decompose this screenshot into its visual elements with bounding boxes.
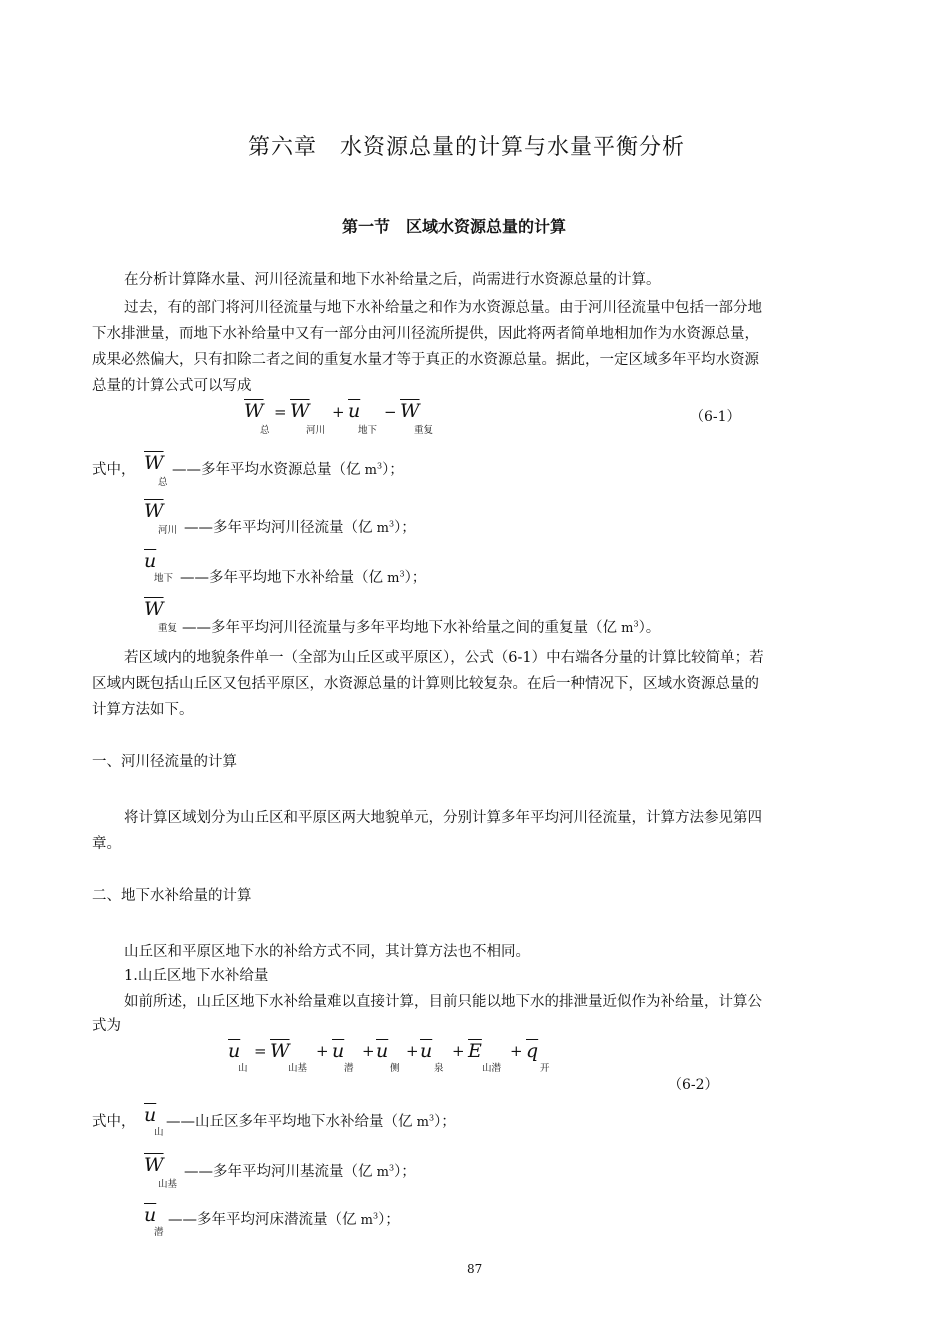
eq1-w-river: $\overline{W}$ [290, 400, 310, 422]
equation-6-1-number: （6-1） [690, 409, 741, 425]
defs2-sym-2: $\overline{W}$ 山基 [144, 1154, 178, 1190]
paragraph-4-line-2: 章。 [92, 836, 121, 852]
section-title: 第一节 区域水资源总量的计算 [342, 217, 567, 236]
equation-6-2-number: （6-2） [668, 1077, 719, 1093]
paragraph-7-line-2: 式为 [92, 1018, 121, 1034]
eq1-sub-dixia: 地下 [358, 425, 378, 436]
eq2-u-qian: $\overline{u}$ [332, 1040, 345, 1062]
eq1-w-overlap: $\overline{W}$ [400, 400, 420, 422]
paragraph-3-line-3: 计算方法如下。 [92, 702, 194, 718]
paragraph-4-line-1: 将计算区域划分为山丘区和平原区两大地貌单元，分别计算多年平均河川径流量，计算方法参见第四 [124, 810, 762, 826]
defs1-sym-3: $\overline{u}$ 地下 [144, 550, 174, 584]
defs1-desc-3: ——多年平均地下水补给量（亿 $m^3$）； [180, 569, 427, 586]
eq2-u-quan: $\overline{u}$ [420, 1040, 433, 1062]
eq1-equals: = [274, 403, 287, 421]
defs1-desc-4: ——多年平均河川径流量与多年平均地下水补给量之间的重复量（亿 $m^3$）。 [182, 619, 661, 636]
eq1-sub-chongfu: 重复 [414, 425, 434, 436]
paragraph-2-line-2: 下水排泄量，而地下水补给量中又有一部分由河川径流所提供，因此将两者简单地相加作为水资源总量， [92, 326, 759, 342]
defs1-intro: 式中， [92, 462, 136, 478]
defs2-desc-2: ——多年平均河川基流量（亿 $m^3$）； [184, 1163, 416, 1180]
defs2-sym-1: $\overline{u}$ 山 [144, 1104, 164, 1138]
defs2-desc-3: ——多年平均河床潜流量（亿 $m^3$）； [168, 1211, 400, 1228]
heading-groundwater-recharge: 二、地下水补给量的计算 [92, 888, 252, 904]
defs2-intro: 式中， [92, 1114, 136, 1130]
defs1-desc-1: ——多年平均水资源总量（亿 $m^3$）； [172, 461, 404, 478]
paragraph-6: 1.山丘区地下水补给量 [124, 968, 269, 984]
defs1-sym-1: $\overline{W}$ 总 [144, 452, 168, 488]
eq1-minus: − [384, 403, 397, 421]
eq2-w-shanji: $\overline{W}$ [270, 1040, 290, 1062]
eq2-q-kai: $\overline{q}$ [526, 1040, 539, 1062]
eq1-w-total: $\overline{W}$ [244, 400, 264, 422]
paragraph-3-line-1: 若区域内的地貌条件单一（全部为山丘区或平原区），公式（6-1）中右端各分量的计算比较简单；若 [124, 650, 764, 666]
eq1-u-ground: $\overline{u}$ [348, 400, 361, 422]
defs1-desc-2: ——多年平均河川径流量（亿 $m^3$）； [184, 519, 416, 536]
eq1-plus: + [332, 403, 345, 421]
paragraph-2-line-3: 成果必然偏大，只有扣除二者之间的重复水量才等于真正的水资源总量。据此，一定区域多年平均水资源 [92, 352, 759, 368]
paragraph-1: 在分析计算降水量、河川径流量和地下水补给量之后，尚需进行水资源总量的计算。 [124, 272, 661, 288]
page-number: 87 [467, 1262, 483, 1276]
equation-6-2: $\overline{u}$ 山 = $\overline{W}$ 山基 + $\overline{u}$ 潜 + $\overline{u}$ 侧 + $\overline{u}$ 泉 + $\overline{E}$ 山潜 + $\overline{q}$ 开 [228, 1040, 550, 1074]
paragraph-2-line-1: 过去，有的部门将河川径流量与地下水补给量之和作为水资源总量。由于河川径流量中包括一部分地 [124, 300, 762, 316]
paragraph-2-line-4: 总量的计算公式可以写成 [92, 378, 252, 394]
eq2-e-shanqian: $\overline{E}$ [468, 1040, 482, 1062]
defs2-desc-1: ——山丘区多年平均地下水补给量（亿 $m^3$）； [166, 1113, 456, 1130]
equation-6-1 [244, 400, 664, 440]
chapter-title: 第六章 水资源总量的计算与水量平衡分析 [248, 135, 686, 160]
defs1-sym-4: $\overline{W}$ 重复 [144, 598, 178, 634]
heading-river-runoff: 一、河川径流量的计算 [92, 754, 237, 770]
paragraph-5: 山丘区和平原区地下水的补给方式不同，其计算方法也不相同。 [124, 944, 530, 960]
eq2-u-ce: $\overline{u}$ [376, 1040, 389, 1062]
defs1-sym-2: $\overline{W}$ 河川 [144, 500, 178, 536]
defs2-sym-3: $\overline{u}$ 潜 [144, 1204, 164, 1238]
eq1-sub-hechuan: 河川 [306, 425, 326, 436]
eq1-sub-zong: 总 [260, 425, 270, 436]
eq2-u-shan: $\overline{u}$ [228, 1040, 241, 1062]
paragraph-7-line-1: 如前所述，山丘区地下水补给量难以直接计算，目前只能以地下水的排泄量近似作为补给量，计算公 [124, 994, 762, 1010]
paragraph-3-line-2: 区域内既包括山丘区又包括平原区，水资源总量的计算则比较复杂。在后一种情况下，区域水资源总量的 [92, 676, 759, 692]
